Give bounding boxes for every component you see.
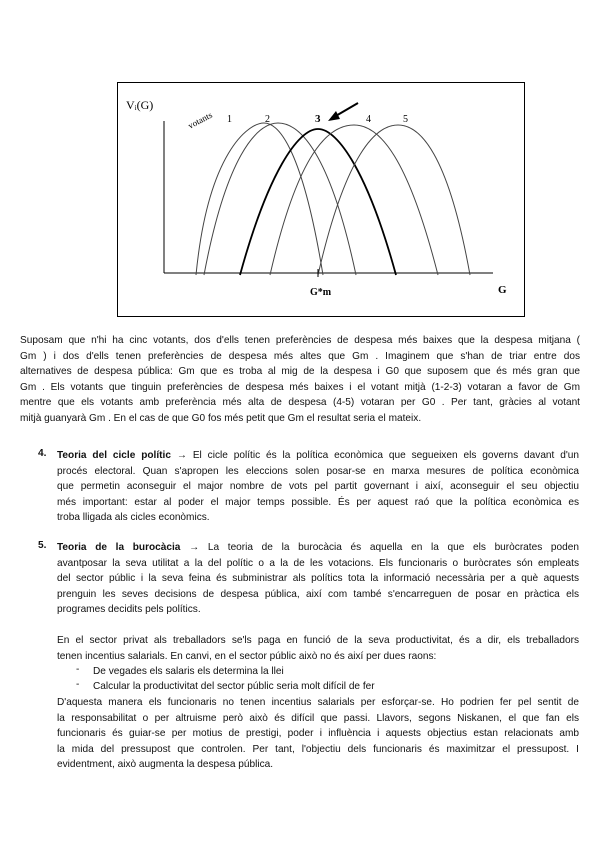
section-5-p3-line: evidentment, això augmenta la despesa pública.	[57, 759, 274, 771]
curve-voter-2	[204, 123, 356, 275]
section-5-paragraph-3	[57, 695, 579, 773]
section-5-line: avantposar la seva utilitat a la del polític o a la de les votacions. Els funcionaris o buròcrates són empleats	[57, 557, 579, 569]
curve-label-1: 1	[227, 114, 232, 125]
section-5-title: Teoria de la burocàcia	[57, 542, 181, 553]
section-5-p3-line: la mida del pressupost que controlen. Per tant, l'objectiu dels funcionaris és maximitzar el pressupost. I	[57, 743, 579, 755]
list-item-text: De vegades els salaris els determina la llei	[93, 666, 284, 677]
intro-line: Gm . Els votants que tinguin preferències de despesa més baixes i el votant mitjà (1-2-3) votaran a favor de Gm	[20, 381, 580, 393]
section-5-line: La teoria de la burocàcia és aquella en la que els buròcrates poden	[207, 542, 579, 553]
list-item	[93, 679, 573, 695]
curve-voter-1	[196, 123, 323, 275]
intro-line: alternatives de despesa pública: Gm que es troba al mig de la despesa i G0 que suposem que és més gran que	[20, 366, 580, 378]
intro-paragraph	[20, 333, 580, 427]
arrow-pointing-to-curve-3-icon	[328, 103, 358, 121]
median-label: G*m	[310, 287, 332, 298]
section-5-p3-line: D'aquesta manera els funcionaris no tenen incentius salarials per esforçar-se. Ho podrien fer pel sentit de	[57, 697, 579, 708]
section-4-line: procés electoral. Quan s'apropen les eleccions solen posar-se en marxa mesures de política econòmica	[57, 465, 579, 477]
section-5-line: del sector públic i la seva feina és subministrar als polítics tota la informació necessària per a què aquests	[57, 573, 579, 585]
list-item	[93, 664, 573, 680]
curve-label-4: 4	[366, 114, 371, 125]
preference-curves-chart	[118, 83, 526, 318]
curve-label-5: 5	[403, 114, 408, 125]
intro-line: Suposam que n'hi ha cinc votants, dos d'ells tenen preferències de despesa més baixes que la despesa mitjana (	[20, 335, 580, 346]
x-axis-label: G	[498, 284, 507, 296]
curve-label-2: 2	[265, 114, 270, 125]
section-4-first-line	[57, 448, 579, 464]
section-5-line: prenguin les seves decisions de despesa pública, així com també s'encarreguen de posar en pràctica els	[57, 588, 579, 600]
section-5-paragraph-2	[57, 633, 579, 664]
curve-voter-4	[270, 125, 438, 275]
section-4-number: 4.	[38, 448, 47, 459]
voter-preference-figure	[117, 82, 525, 317]
section-5-paragraph	[57, 540, 579, 618]
section-5-first-line	[57, 540, 579, 556]
curve-voter-5	[318, 125, 470, 275]
intro-line: mitjà guanyarà Gm . En el cas de que G0 fos més petit que Gm el resultat seria el mateix.	[20, 412, 422, 424]
list-item-text: Calcular la productivitat del sector públic seria molt difícil de fer	[93, 681, 375, 692]
section-5-arrow: →	[189, 542, 200, 553]
section-5-line: programes decidits pels polítics.	[57, 604, 201, 616]
voters-label: votants	[186, 109, 214, 131]
section-5-p3-line: funcionaris és guiar-se per motius de prestigi, poder i influència i aquests objectius estan relacionats amb	[57, 728, 579, 740]
section-5-p2-line: En el sector privat als treballadors se'ls paga en funció de la seva productivitat, és a dir, els treballadors	[57, 635, 579, 646]
curve-label-3: 3	[315, 113, 321, 125]
section-5-p2-line: tenen incentius salarials. En canvi, en el sector públic això no és així per dues raons:	[57, 650, 437, 662]
section-4-paragraph	[57, 448, 579, 526]
section-4-line: troba lligada als cicles econòmics.	[57, 512, 210, 524]
section-4-title: Teoria del cicle polític	[57, 450, 171, 461]
intro-line: Gm ) i dos d'ells tenen preferències de despesa més altes que Gm . Imaginem que s'han de triar entre dos	[20, 350, 580, 362]
section-4-line: El cicle polític és la política econòmica que segueixen els governs davant d'un	[192, 450, 579, 461]
list-bullet: -	[76, 679, 80, 690]
intro-line: mentre que els votants amb preferència més alta de despesa (4-5) votaran per G0 . Per tant, gràcies al votant	[20, 397, 580, 409]
section-5-p3-line: la responsabilitat o per altruisme però això és difícil que passi. Llavors, segons Niskanen, el que fan els	[57, 712, 579, 724]
section-5-number: 5.	[38, 540, 47, 551]
curve-voter-3	[240, 129, 396, 275]
section-4-arrow: →	[176, 450, 187, 461]
list-bullet: -	[76, 664, 80, 675]
y-axis-label: Vᵢ(G)	[126, 98, 154, 112]
section-4-line: que permetin aconseguir el major nombre de vots pel partit governant i així, aconseguir el seu objectiu	[57, 481, 579, 493]
section-4-line: més important: estar al poder el major temps possible. És per aquest raó que la política econòmica es	[57, 496, 579, 508]
